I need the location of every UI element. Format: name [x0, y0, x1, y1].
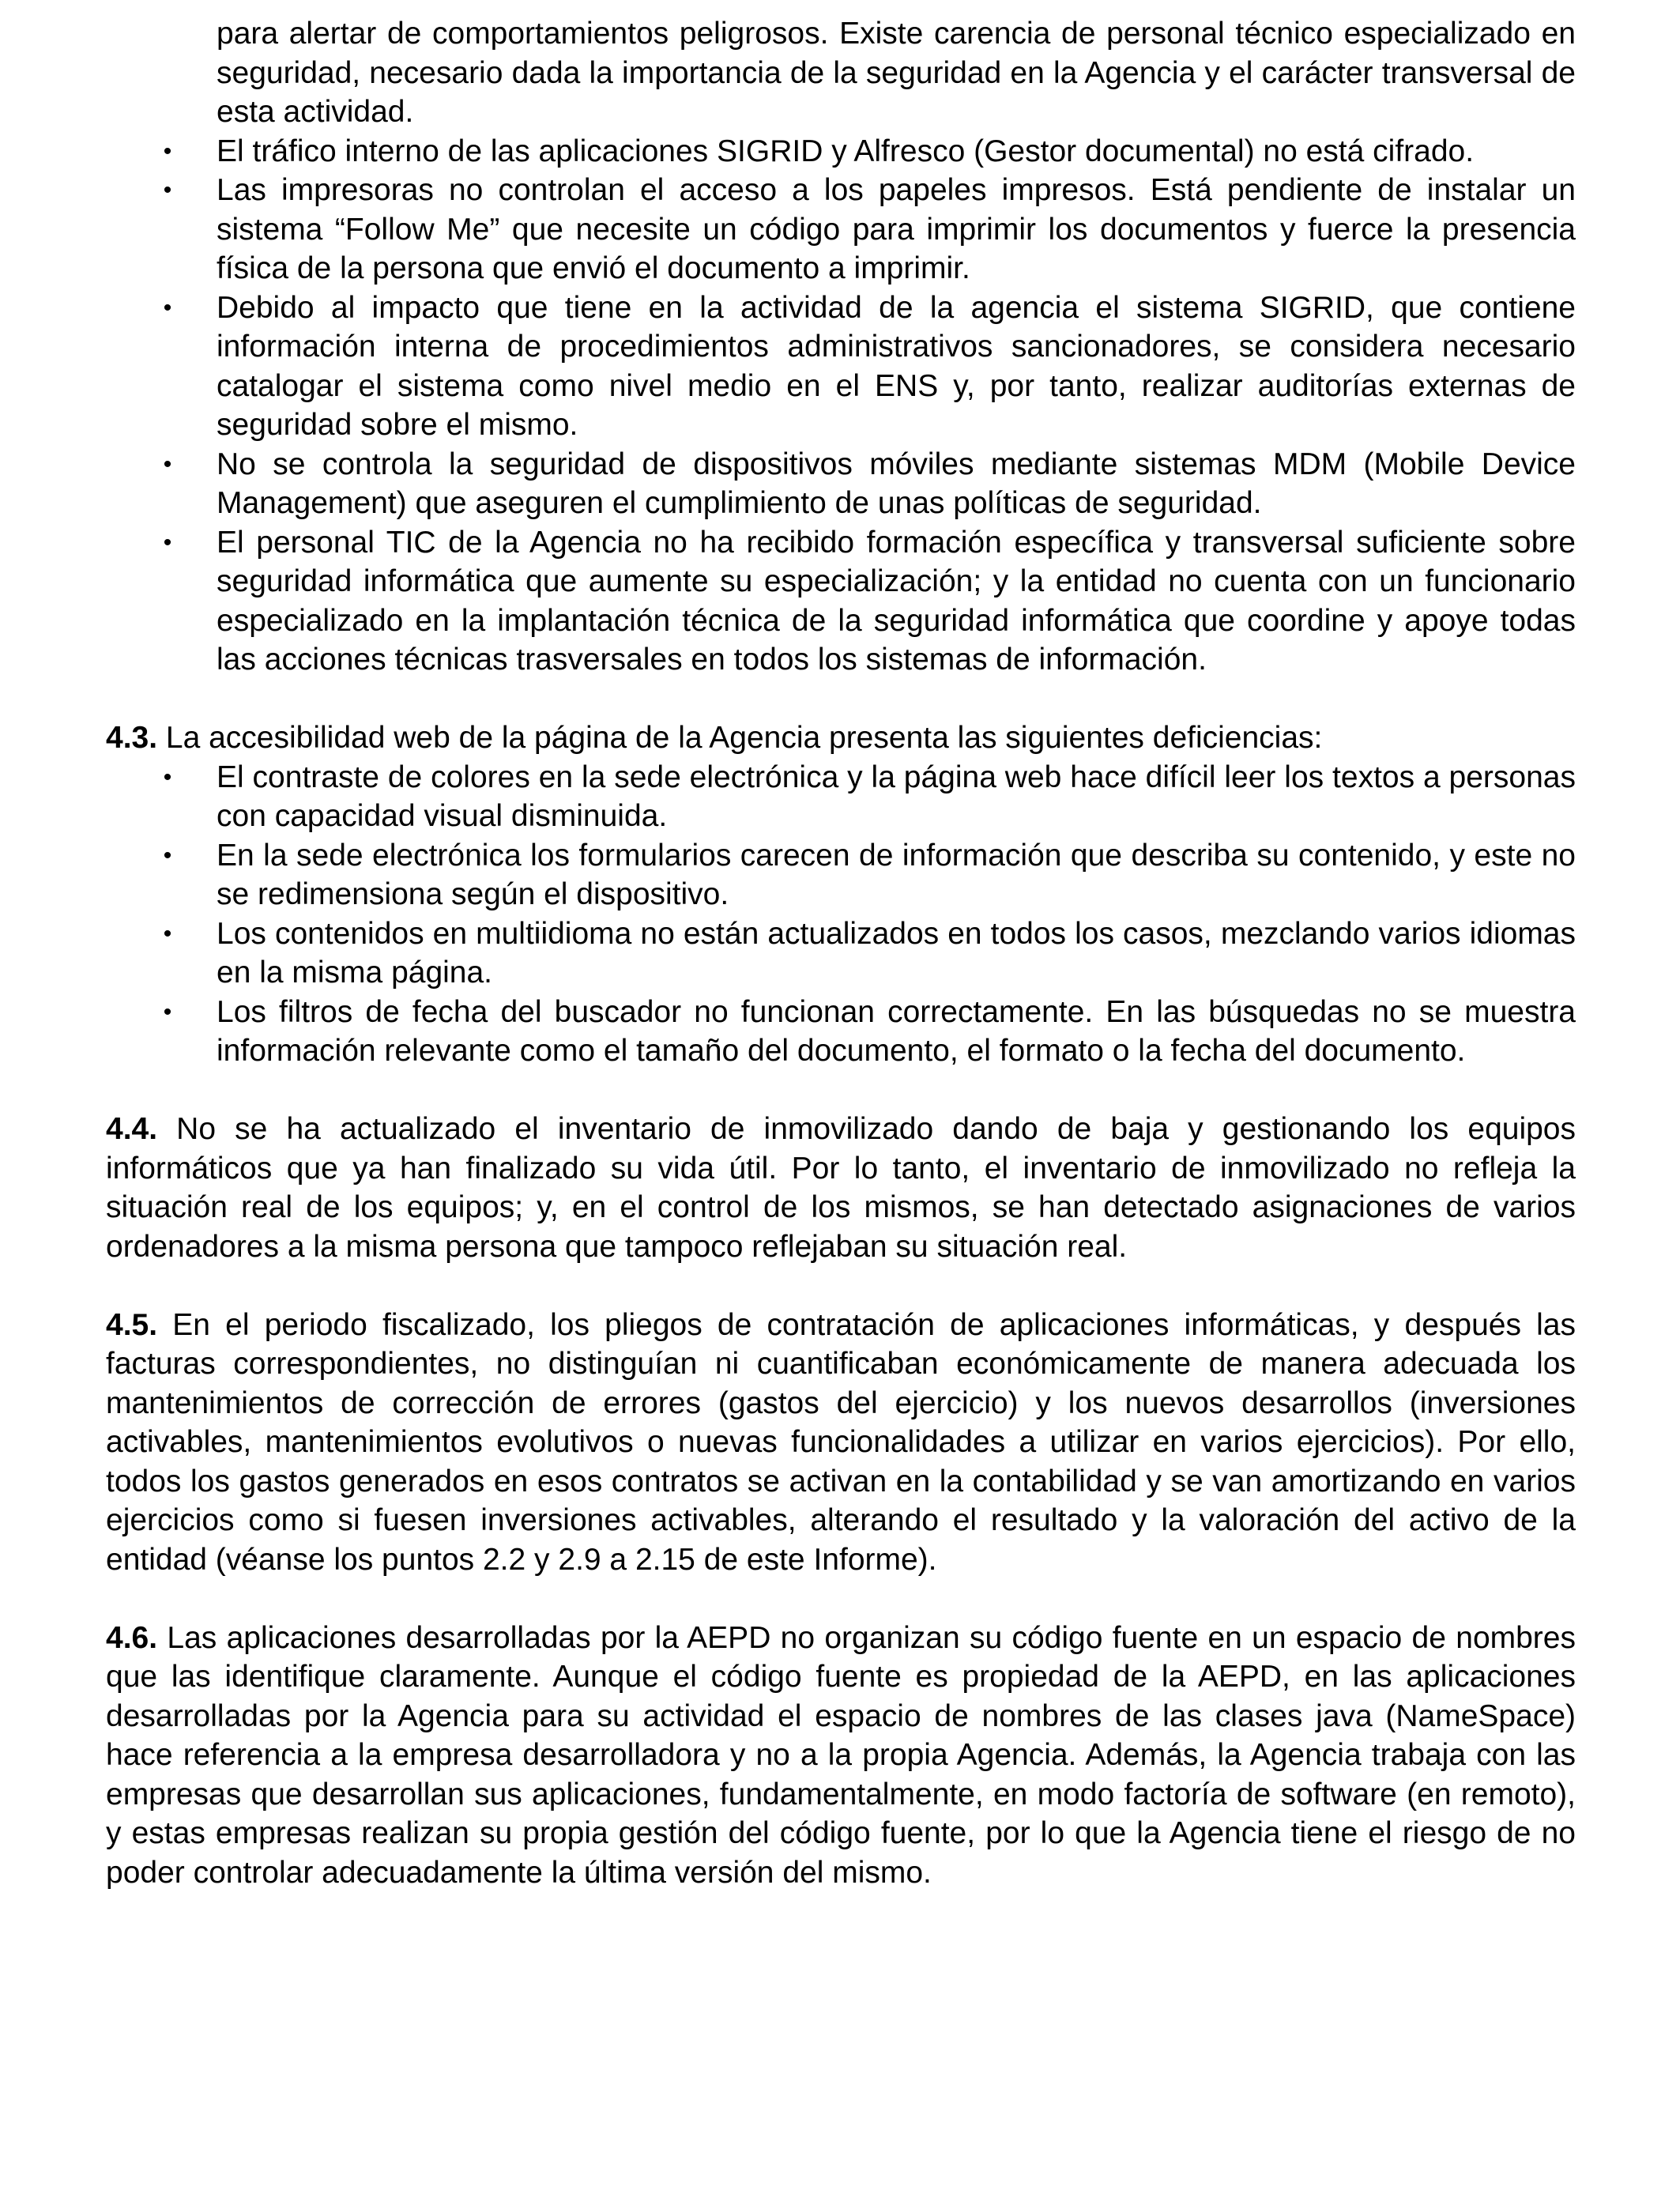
- paragraph-spacer: [106, 680, 1576, 719]
- section-text: No se ha actualizado el inventario de inmovilizado dando de baja y gestionando los equipos informáticos que ya han finalizado su vida útil. Por lo tanto, el inventario de inmovilizado no refleja la situación real de los equipos; y, en el control de los mismos, se han detectado asignaciones de varios ordenadores a la misma persona que tampoco reflejaban su situación real.: [106, 1112, 1576, 1264]
- list-item-text: El contraste de colores en la sede electrónica y la página web hace difícil leer los textos a personas con capacidad visual disminuida.: [217, 760, 1576, 833]
- paragraph-spacer: [106, 1071, 1576, 1110]
- bullet-icon: •: [163, 920, 172, 947]
- section-number: 4.6.: [106, 1620, 158, 1655]
- list-item-text: En la sede electrónica los formularios carecen de información que describa su contenido, y este no se redimensiona según el dispositivo.: [217, 838, 1576, 911]
- document-page: [106, 14, 1576, 1892]
- section-number: 4.3.: [106, 721, 158, 755]
- list-item-text: No se controla la seguridad de dispositivos móviles mediante sistemas MDM (Mobile Device Management) que aseguren el cumplimiento de unas políticas de seguridad.: [217, 447, 1576, 520]
- section-number: 4.4.: [106, 1112, 158, 1146]
- list-item: [106, 758, 1576, 836]
- list-item-text: Los contenidos en multiidioma no están actualizados en todos los casos, mezclando varios idiomas en la misma página.: [217, 916, 1576, 990]
- section-4-4-paragraph: [106, 1110, 1576, 1266]
- list-item: [106, 523, 1576, 680]
- section-text: En el periodo fiscalizado, los pliegos de contratación de aplicaciones informáticas, y después las facturas correspondientes, no distinguían ni cuantificaban económicamente de manera adecuada los mantenimientos de corrección de errores (gastos del ejercicio) y los nuevos desarrollos (inversiones activables, mantenimientos evolutivos o nuevas funcionalidades a utilizar en varios ejercicios). Por ello, todos los gastos generados en esos contratos se activan en la contabilidad y se van amortizando en varios ejercicios como si fuesen inversiones activables, alterando el resultado y la valoración del activo de la entidad (véanse los puntos 2.2 y 2.9 a 2.15 de este Informe).: [106, 1307, 1576, 1577]
- bullet-icon: •: [163, 529, 172, 556]
- continued-bullet-text: para alertar de comportamientos peligrosos. Existe carencia de personal técnico especializado en seguridad, necesario dada la importancia de la seguridad en la Agencia y el carácter transversal de esta actividad.: [217, 17, 1576, 129]
- list-item-text: Debido al impacto que tiene en la actividad de la agencia el sistema SIGRID, que contiene información interna de procedimientos administrativos sancionadores, se considera necesario catalogar el sistema como nivel medio en el ENS y, por tanto, realizar auditorías externas de seguridad sobre el mismo.: [217, 290, 1576, 442]
- bullet-icon: •: [163, 138, 172, 164]
- section-text: La accesibilidad web de la página de la Agencia presenta las siguientes deficiencias:: [157, 721, 1323, 755]
- list-item: [106, 993, 1576, 1071]
- bullet-icon: •: [163, 763, 172, 790]
- section-4-6-paragraph: [106, 1619, 1576, 1893]
- section-text: Las aplicaciones desarrolladas por la AEPD no organizan su código fuente en un espacio de nombres que las identifique claramente. Aunque el código fuente es propiedad de la AEPD, en las aplicaciones desarrolladas por la Agencia para su actividad el espacio de nombres de las clases java (NameSpace) hace referencia a la empresa desarrolladora y no a la propia Agencia. Además, la Agencia trabaja con las empresas que desarrollan sus aplicaciones, fundamentalmente, en modo factoría de software (en remoto), y estas empresas realizan su propia gestión del código fuente, por lo que la Agencia tiene el riesgo de no poder controlar adecuadamente la última versión del mismo.: [106, 1620, 1576, 1890]
- list-item: [106, 445, 1576, 523]
- paragraph-spacer: [106, 1579, 1576, 1619]
- bullet-icon: •: [163, 294, 172, 321]
- security-findings-list: [106, 132, 1576, 680]
- list-item-text: El personal TIC de la Agencia no ha recibido formación específica y transversal suficiente sobre seguridad informática que aumente su especialización; y la entidad no cuenta con un funcionario especializado en la implantación técnica de la seguridad informática que coordine y apoye todas las acciones técnicas trasversales en todos los sistemas de información.: [217, 525, 1576, 677]
- section-4-3-intro: [106, 718, 1576, 758]
- bullet-icon: •: [163, 177, 172, 203]
- list-item-text: Los filtros de fecha del buscador no funcionan correctamente. En las búsquedas no se muestra información relevante como el tamaño del documento, el formato o la fecha del documento.: [217, 994, 1576, 1068]
- list-item: [106, 171, 1576, 288]
- list-item: [106, 914, 1576, 993]
- list-item-text: El tráfico interno de las aplicaciones SIGRID y Alfresco (Gestor documental) no está cifrado.: [217, 134, 1475, 168]
- list-item: [106, 132, 1576, 172]
- list-item: [106, 288, 1576, 445]
- section-4-5-paragraph: [106, 1306, 1576, 1580]
- bullet-icon: •: [163, 998, 172, 1025]
- accessibility-findings-list: [106, 758, 1576, 1071]
- list-item-text: Las impresoras no controlan el acceso a los papeles impresos. Está pendiente de instalar un sistema “Follow Me” que necesite un código para imprimir los documentos y fuerce la presencia física de la persona que envió el documento a imprimir.: [217, 173, 1576, 285]
- bullet-icon: •: [163, 450, 172, 477]
- section-number: 4.5.: [106, 1307, 158, 1342]
- bullet-icon: •: [163, 842, 172, 869]
- list-item: [106, 836, 1576, 914]
- paragraph-spacer: [106, 1266, 1576, 1306]
